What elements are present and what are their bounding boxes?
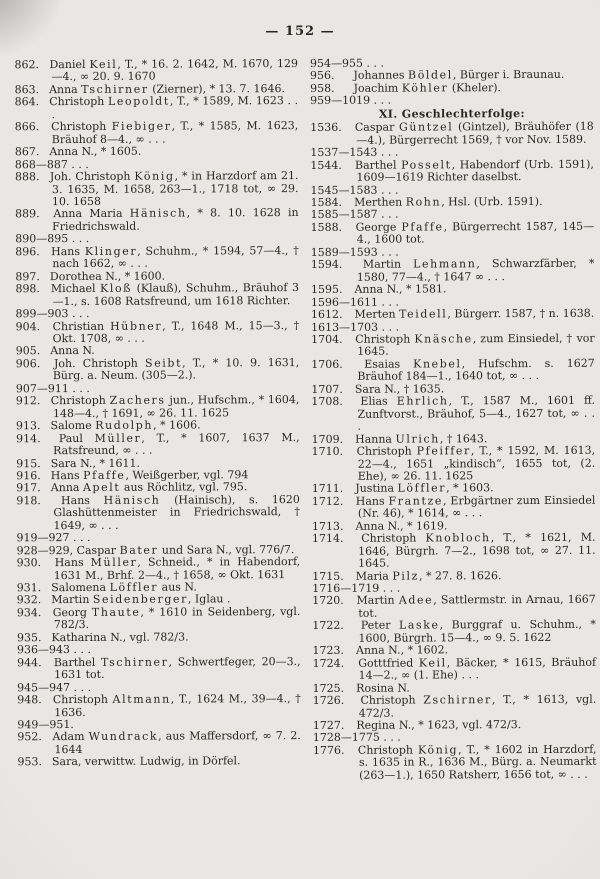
entry-number: 1716—1719 [312, 581, 380, 596]
entry-number: 934. [16, 606, 42, 620]
register-entry [16, 357, 300, 383]
entry-number: 928—929, [16, 543, 74, 557]
entry-number: 1545—1583 [310, 183, 378, 197]
entry-text: . . . [381, 245, 399, 259]
register-entry [311, 395, 595, 434]
register-entry [313, 694, 597, 720]
entry-number: 1726. [312, 693, 345, 708]
entry-surname: Apelt [82, 481, 121, 495]
register-entry [15, 95, 299, 121]
entry-number: 954—955 [309, 56, 363, 70]
entry-text: Peter Laske, Burggraf u. Schuhm., * 1600, Bürgrh. 15—4., ∞ 9. 5. 1622 [358, 618, 596, 645]
entry-text: . . . [72, 307, 90, 321]
register-entry [17, 693, 301, 719]
entry-surname: Löffler [397, 481, 447, 496]
entry-surname: Zachers [109, 393, 166, 408]
entry-text: Justina Löffler, * 1603. [355, 481, 494, 496]
register-entry [313, 744, 597, 783]
entry-text: . . . [381, 320, 400, 334]
register-entry [313, 656, 597, 682]
register-entry [312, 532, 596, 571]
entry-text: Martin Lehmann, Schwarzfärber, * 1580, 77—4., † 1647 ∞ . . . [356, 256, 595, 284]
entry-number: 897. [15, 269, 40, 283]
entry-number: 932. [16, 593, 42, 607]
entry-number: 1612. [311, 307, 343, 322]
entry-number: 917. [16, 481, 41, 495]
entry-surname: Müller [94, 431, 142, 445]
entry-number: 958. [310, 81, 335, 95]
entry-surname: Böldel [407, 68, 453, 83]
entry-surname: Köhler [401, 81, 449, 95]
entry-surname: Hänisch [129, 206, 187, 221]
entry-surname: Müller [90, 555, 138, 570]
entry-surname: Altmann [112, 692, 171, 706]
register-entry [16, 394, 300, 420]
entry-surname: Teidell [399, 307, 448, 321]
entry-text: Hans Hänisch (Hainisch), s. 1620 Glashüttenmeister in Friedrichswald, † 1649, ∞ . . . [53, 492, 300, 532]
entry-text: Hans Pfaffe, Weißgerber, vgl. 794 [50, 468, 249, 483]
entry-number: 890—895 [15, 232, 69, 246]
register-entry [310, 121, 594, 147]
entry-number: 1707. [311, 382, 343, 396]
entry-text: . . . [366, 56, 384, 70]
register-entry [311, 333, 595, 359]
entry-text: . . . [381, 295, 399, 309]
entry-number: 896. [15, 244, 40, 259]
register-entry [310, 94, 594, 108]
entry-surname: Zschirner [423, 693, 492, 707]
entry-text: Anna Maria Hänisch, * 8. 10. 1628 in Friedrichswald. [52, 206, 299, 233]
entry-number: 953. [17, 755, 43, 769]
entry-number: 915. [16, 456, 41, 470]
register-entry [16, 494, 300, 533]
entry-surname: Adee [398, 593, 434, 608]
register-entry [311, 258, 595, 284]
entry-number: 1706. [311, 357, 343, 371]
entry-surname: Knobloch [425, 531, 491, 545]
page-number: — 152 — [265, 24, 335, 39]
entry-surname: Posselt [401, 157, 452, 172]
entry-surname: Leopoldt [107, 94, 170, 109]
section-heading: XI. Geschlechterfolge: [378, 106, 526, 121]
entry-number: 1588. [310, 220, 343, 234]
entry-text: . . . [73, 680, 92, 694]
entry-number: 935. [16, 630, 42, 645]
register-entry [17, 656, 301, 682]
entry-surname: Ulrich [395, 432, 440, 446]
entry-text: George Pfaffe, Bürgerrecht 1587, 145—4., 1600 tot. [355, 219, 595, 247]
entry-number: 931. [16, 581, 42, 595]
entry-number: 1712. [311, 494, 344, 508]
entry-surname: Rudolph [95, 418, 154, 433]
entry-number: 899—903 [15, 307, 69, 321]
entry-number: 1585—1587 [310, 208, 378, 222]
entry-text: Anna N., * 1581. [354, 282, 447, 296]
entry-number: 959—1019 [310, 94, 371, 108]
entry-surname: Löffler [109, 580, 159, 594]
entry-surname: Ehrlich [396, 394, 449, 408]
entry-number: 1537—1543 [310, 145, 378, 160]
entry-text: Anna N., * 1605. [49, 144, 142, 159]
register-entry [15, 245, 299, 271]
entry-number: 1715. [312, 569, 344, 583]
entry-number: 1776. [312, 743, 345, 757]
register-entry [14, 58, 298, 84]
entry-number: 1710. [311, 444, 344, 459]
entry-number: 916. [16, 469, 41, 483]
entry-text: Esaias Knebel, Hufschm. s. 1627 Bräuhof 184—1., 1640 tot, ∞ . . . [357, 356, 595, 384]
register-entry [17, 730, 301, 756]
entry-text: . . . [380, 183, 399, 197]
register-entry [15, 207, 299, 233]
entry-text: Salomena Löffler aus N. [51, 580, 197, 595]
register-entry [15, 170, 299, 209]
entry-surname: Rohn [405, 195, 442, 209]
entry-text: Christoph Altmann, T., 1624 M., 39—4., † 1636. [52, 692, 301, 719]
entry-text: Anna N. [50, 344, 95, 358]
entry-surname: Keil [89, 57, 118, 71]
entry-surname: Hübner [110, 319, 163, 333]
register-entry [312, 619, 596, 645]
entry-surname: Seidenberger [92, 592, 188, 607]
entry-text: Dorothea N., * 1600. [49, 269, 166, 283]
entry-text: Anna Apelt aus Röchlitz, vgl. 795. [50, 480, 248, 495]
register-entry [311, 221, 595, 247]
entry-surname: Seibt [145, 356, 183, 370]
entry-number: 906. [15, 357, 41, 371]
entry-number: 952. [17, 730, 42, 744]
entry-number: 1711. [311, 482, 344, 496]
entry-text: Sara N., † 1635. [354, 382, 445, 396]
entry-surname: König [134, 169, 175, 183]
entry-number: 1720. [312, 594, 344, 608]
entry-surname: Laske [398, 618, 440, 632]
entry-surname: Pilz [392, 569, 420, 583]
entry-text: Christoph König, T., * 1602 in Harzdorf, s. 1635 in R., 1636 M., Bürg. a. Neumarkt (263—1.), 1650 Ratsherr, 1656 tot, ∞ . . . [357, 742, 597, 782]
entry-number: 904. [15, 319, 41, 333]
entry-number: 914. [16, 431, 41, 445]
entry-number: 918. [16, 494, 41, 508]
register-entry [310, 158, 594, 184]
entry-surname: Güntzel [398, 120, 454, 134]
entry-text: . . . [73, 643, 92, 657]
entry-number: 1613—1703 [311, 320, 379, 334]
entry-number: 1728—1775 [312, 731, 380, 745]
entry-text: . . . [382, 581, 401, 595]
entry-number: 862. [14, 58, 39, 72]
entry-text: Christoph Zschirner, T., * 1613, vgl. 472/3. [358, 692, 597, 720]
entry-text: Joh. Christoph König, * in Harzdorf am 21. 3. 1635, M. 1658, 263—1., 1718 tot, ∞ 29. 10. 1658 [49, 169, 299, 209]
register-entry [16, 320, 300, 346]
entry-number: 1714. [311, 532, 344, 546]
entry-number: 930. [16, 556, 42, 570]
entry-surname: Frantze [388, 494, 444, 508]
register-entry [15, 145, 299, 159]
entry-number: 867. [14, 145, 40, 159]
entry-text: Anna N., * 1619. [355, 519, 448, 533]
entry-surname: Pfaffe [83, 468, 126, 482]
register-entry [15, 120, 299, 146]
entry-text: . . . [373, 93, 392, 108]
entry-number: 889. [15, 207, 40, 221]
entry-text: Adam Wundrack, aus Maffersdorf, ∞ 7. 2. 1644 [52, 729, 301, 757]
entry-text: Anna Tschirner (Zierner), * 13. 7. 1646. [49, 81, 286, 97]
entry-text: Barthel Posselt, Habendorf (Urb. 1591), 1609—1619 Richter daselbst. [354, 157, 594, 184]
entry-text: Barthel Tschirner, Schwertfeger, 20—3., 1631 tot. [53, 654, 301, 682]
entry-number: 1713. [311, 519, 344, 533]
register-entry [311, 283, 595, 297]
register-column-left [14, 58, 301, 784]
entry-number: 907—911 [15, 381, 69, 396]
entry-number: 945—947 [17, 680, 71, 694]
entry-text: . . . [72, 381, 90, 395]
entry-text: Joh. Christoph Seibt, T., * 10. 9. 1631, Bürg. a. Neum. (305—2.). [52, 355, 300, 383]
entry-number: 912. [15, 394, 41, 408]
register-entry [17, 606, 301, 632]
entry-surname: Bater [119, 543, 159, 557]
register-columns [14, 57, 596, 784]
entry-text: Joachim Köhler (Kheler). [353, 81, 502, 95]
entry-number: 864. [14, 95, 40, 109]
entry-surname: König [417, 743, 459, 757]
entry-text: Caspar Güntzel (Gintzel), Bräuhöfer (18—4.), Bürgerrecht 1569, † vor Nov. 1589. [354, 120, 594, 147]
entry-number: 936—943 [16, 643, 71, 657]
entry-number: 888. [14, 170, 40, 184]
entry-text: Johannes Böldel, Bürger i. Braunau. [353, 68, 565, 83]
entry-text: Salome Rudolph, * 1606. [50, 418, 201, 433]
entry-text: Merten Teidell, Bürgerr. 1587, † n. 1638. [354, 306, 595, 321]
entry-text: . . . [381, 208, 399, 222]
entry-text: Hans Klinger, Schuhm., * 1594, 57—4., † nach 1662, ∞ . . . [51, 243, 299, 271]
entry-number: 866. [14, 120, 40, 134]
entry-number: 944. [17, 655, 42, 670]
register-entry [17, 755, 301, 769]
entry-text: Christoph Knobloch, T., * 1621, M. 1646, Bürgrh. 7—2., 1698 tot, ∞ 27. 11. 1645. [358, 530, 596, 570]
entry-number: 1594. [310, 258, 343, 272]
entry-text: Merthen Rohn, Hsl. (Urb. 1591). [354, 194, 543, 209]
entry-number: 1596—1611 [310, 295, 379, 309]
entry-surname: Lehmann [413, 257, 477, 271]
entry-surname: Keil [418, 656, 447, 670]
entry-text: Daniel Keil, T., * 16. 2. 1642, M. 1670, 129—4., ∞ 20. 9. 1670 [49, 57, 298, 84]
entry-text: Christoph Fiebiger, T., * 1585, M. 1623, Bräuhof 8—4., ∞ . . . [51, 119, 299, 146]
entry-surname: Tschirner [100, 655, 169, 669]
register-entry [311, 358, 595, 384]
entry-surname: Knebel [413, 357, 462, 371]
entry-surname: Pfaffe [401, 220, 444, 234]
entry-text: Hans Müller, Schneid., * in Habendorf, 1631 M., Brhf. 2—4., † 1658, ∞ Okt. 1631 [53, 555, 301, 582]
entry-number: 1708. [311, 395, 343, 409]
entry-text: Maria Pilz, * 27. 8. 1626. [355, 568, 502, 583]
entry-number: 1544. [310, 158, 342, 172]
entry-number: 905. [15, 344, 41, 358]
entry-text: Georg Thaute, * 1610 in Seidenberg, vgl. 782/3. [52, 604, 301, 632]
register-entry [16, 432, 300, 458]
entry-text: Caspar Bater und Sara N., vgl. 776/7. [76, 542, 295, 557]
entry-text: Christoph Knäsche, zum Einsiedel, † vor 1645. [355, 331, 595, 359]
entry-text: Christoph Pfeiffer, T., * 1592, M. 1613, 22—4., 1651 „kindisch“, 1655 tot, (2. Ehe), ∞ 26. 11. 1625 [356, 443, 596, 483]
register-entry [17, 556, 301, 582]
entry-number: 956. [309, 69, 335, 83]
entry-number: 1724. [312, 656, 345, 670]
entry-text: Christian Hübner, T., 1648 M., 15—3., † Okt. 1708, ∞ . . . [52, 318, 300, 346]
entry-surname: Kloß [99, 281, 133, 296]
entry-text: Hans Frantze, Erbgärtner zum Einsiedel (Nr. 46), * 1614, ∞ . . . [355, 493, 596, 521]
entry-number: 868—887 [14, 157, 68, 171]
register-entry [312, 445, 596, 484]
entry-text: Martin Seidenberger, Iglau . [51, 592, 231, 607]
entry-text: Anna N., * 1602. [355, 643, 449, 658]
entry-number: 1589—1593 [310, 245, 378, 259]
register-column-right [310, 57, 597, 783]
entry-surname: Tschirner [81, 82, 149, 96]
entry-number: 1595. [310, 282, 343, 297]
entry-number: 1536. [310, 121, 342, 135]
entry-text: Hanna Ulrich, † 1643. [355, 431, 488, 446]
entry-text: Sara, verwittw. Ludwig, in Dörfel. [51, 754, 241, 769]
entry-text: Rosina N. [356, 681, 410, 695]
entry-text: Paul Müller, T., * 1607, 1637 M., Ratsfreund, ∞ . . . [53, 430, 300, 458]
entry-text: Katharina N., vgl. 782/3. [51, 630, 189, 644]
entry-text: Martin Adee, Sattlermstr. in Arnau, 1667 tot. [356, 593, 596, 620]
entry-text: Christoph Zachers jun., Hufschm., * 1604, 148—4., † 1691, ∞ 26. 11. 1625 [50, 393, 300, 420]
entry-number: 1723. [312, 644, 345, 658]
entry-surname: Hänisch [103, 493, 161, 507]
entry-surname: Wundrack [88, 730, 159, 744]
register-entry [311, 308, 595, 322]
entry-number: 1584. [310, 195, 343, 209]
entry-number: 1722. [312, 619, 344, 633]
entry-surname: Pfeiffer [416, 444, 471, 458]
entry-surname: Fiebiger [111, 119, 172, 134]
entry-surname: Klinger [84, 244, 138, 258]
entry-text: Christoph Leopoldt, T., * 1589, M. 1623 . . . [49, 94, 299, 121]
entry-number: 1725. [312, 681, 345, 695]
entry-number: 1709. [311, 432, 344, 446]
register-entry [312, 594, 596, 620]
entry-text: . . . [72, 531, 91, 545]
entry-text: Sara N., * 1611. [50, 456, 141, 470]
entry-text: Gotttfried Keil, Bäcker, * 1615, Bräuhof 14—2., ∞ (1. Ehe) . . . [358, 655, 597, 682]
entry-number: 898. [15, 282, 40, 296]
entry-number: 913. [15, 419, 41, 433]
entry-text: Regina N., * 1623, vgl. 472/3. [356, 718, 522, 732]
entry-text: . . . [71, 232, 90, 246]
register-entry [15, 282, 299, 308]
register-entry [312, 495, 596, 521]
entry-number: 919—927 [16, 531, 70, 545]
entry-number: 948. [17, 693, 42, 707]
entry-surname: Thaute [91, 605, 141, 619]
entry-number: 1704. [311, 332, 343, 346]
entry-text: . . . [71, 157, 89, 171]
entry-text: . . . [383, 731, 401, 745]
entry-text: . . . [380, 145, 399, 159]
entry-surname: Knäsche [414, 332, 473, 346]
entry-number: 863. [14, 83, 40, 97]
entry-text: Michael Kloß (Klauß), Schuhm., Bräuhof 3—1., s. 1608 Ratsfreund, um 1618 Richter. [50, 281, 299, 308]
entry-text: Elias Ehrlich, T., 1587 M., 1601 ff. Zunftvorst., Bräuhof, 5—4., 1627 tot, ∞ . . . [357, 393, 595, 433]
entry-number: 1727. [312, 718, 345, 732]
entry-number: 949—951. [17, 718, 74, 732]
